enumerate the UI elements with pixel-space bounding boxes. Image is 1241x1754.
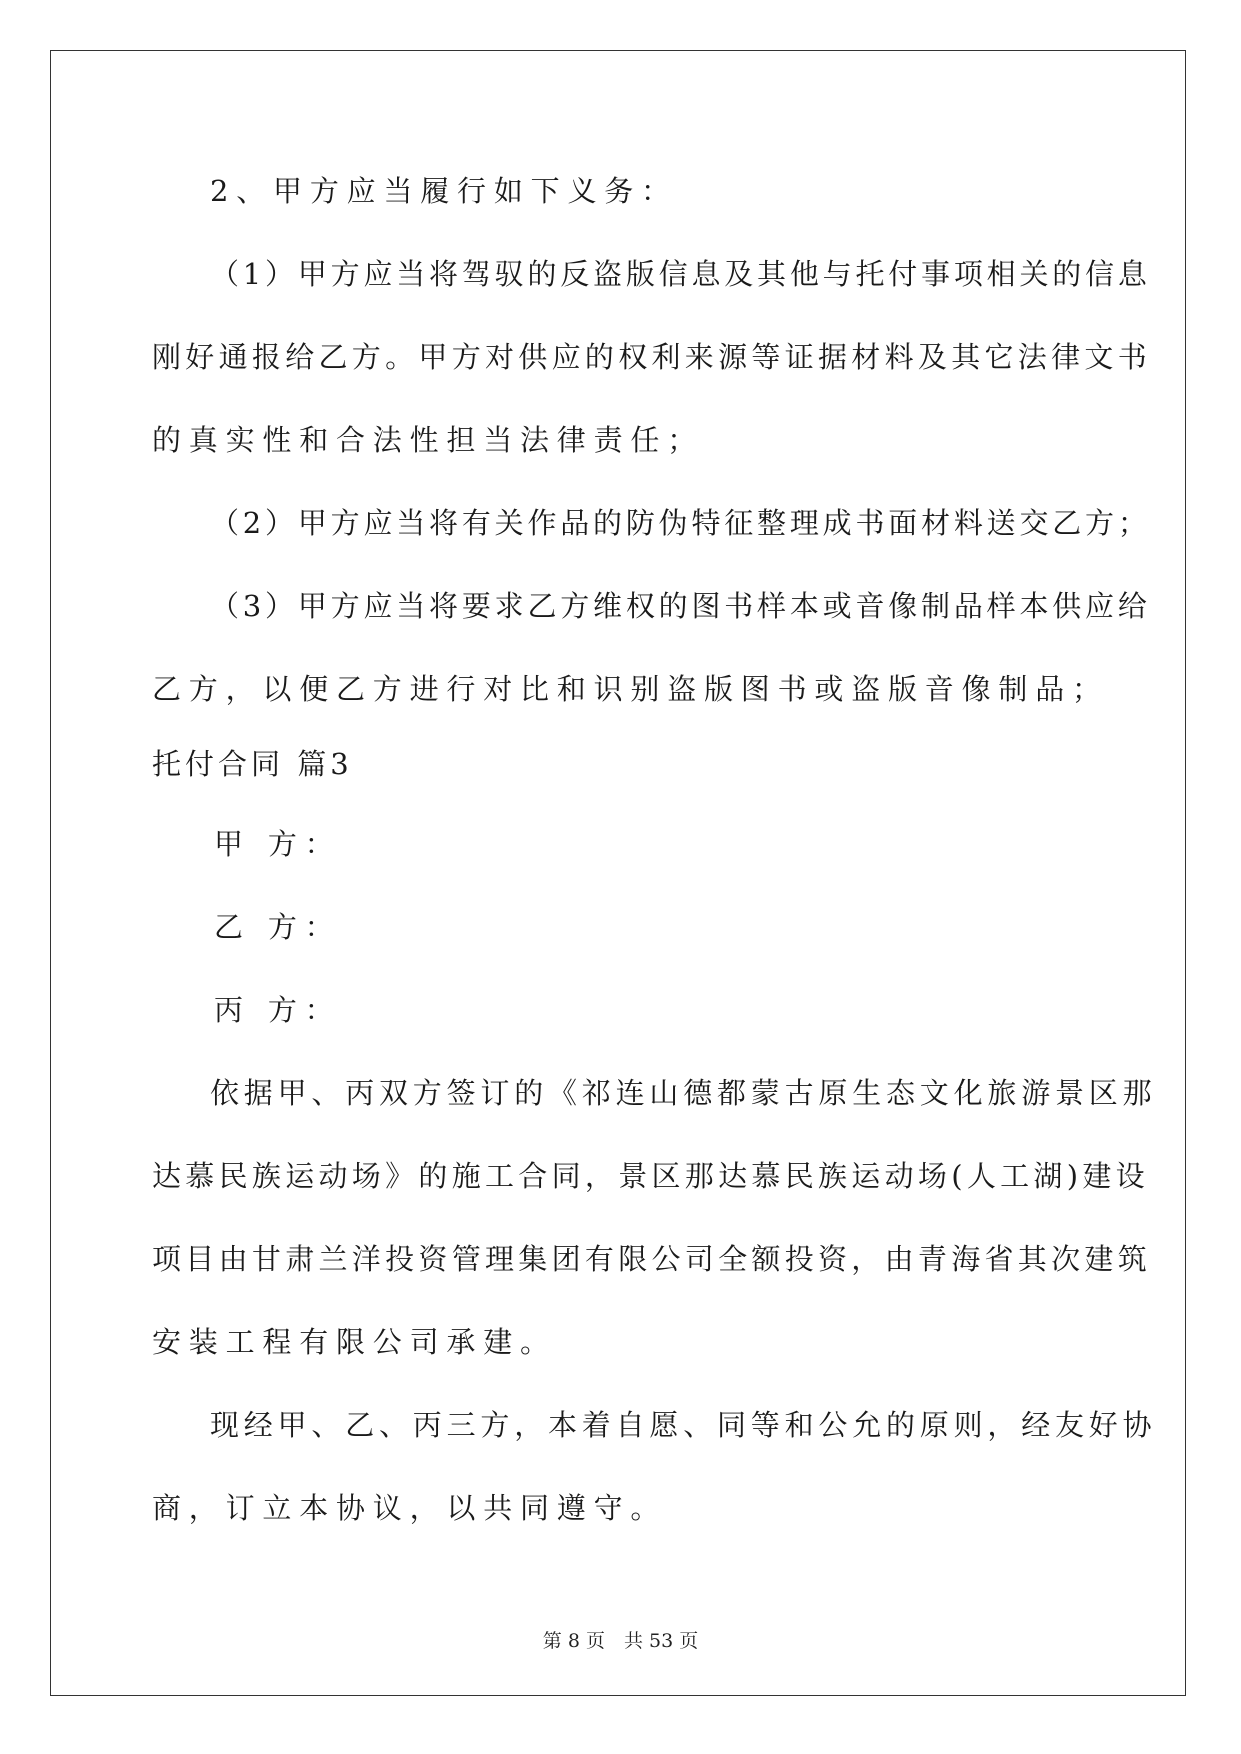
basis-para-line-4: 安装工程有限公司承建。 xyxy=(152,1325,557,1359)
obligation-1-line-2: 刚好通报给乙方。甲方对供应的权利来源等证据材料及其它法律文书 xyxy=(152,340,1152,374)
page-border xyxy=(50,50,1186,1696)
obligation-1-line-3: 的真实性和合法性担当法律责任； xyxy=(152,423,705,457)
section-title: 托付合同 篇3 xyxy=(152,747,353,781)
obligation-3-line-1: （3）甲方应当将要求乙方维权的图书样本或音像制品样本供应给 xyxy=(210,589,1151,623)
basis-para-line-3: 项目由甘肃兰洋投资管理集团有限公司全额投资，由青海省其次建筑 xyxy=(152,1242,1152,1276)
obligation-3-line-2: 乙方，以便乙方进行对比和识别盗版图书或盗版音像制品； xyxy=(152,672,1109,706)
page-number-footer: 第 8 页 共 53 页 xyxy=(542,1630,699,1652)
obligation-1-line-1: （1）甲方应当将驾驭的反盗版信息及其他与托付事项相关的信息 xyxy=(210,257,1151,291)
agreement-para-line-1: 现经甲、乙、丙三方，本着自愿、同等和公允的原则，经友好协 xyxy=(210,1408,1157,1442)
party-c-label: 丙 方： xyxy=(214,993,342,1027)
party-a-label: 甲 方： xyxy=(214,827,342,861)
basis-para-line-2: 达慕民族运动场》的施工合同，景区那达慕民族运动场(人工湖)建设 xyxy=(152,1159,1149,1193)
basis-para-line-1: 依据甲、丙双方签订的《祁连山德都蒙古原生态文化旅游景区那 xyxy=(210,1076,1157,1110)
clause-2-heading: 2、甲方应当履行如下义务： xyxy=(210,174,678,208)
party-b-label: 乙 方： xyxy=(214,910,342,944)
obligation-2-line: （2）甲方应当将有关作品的防伪特征整理成书面材料送交乙方； xyxy=(210,506,1151,540)
agreement-para-line-2: 商，订立本协议，以共同遵守。 xyxy=(152,1491,668,1525)
